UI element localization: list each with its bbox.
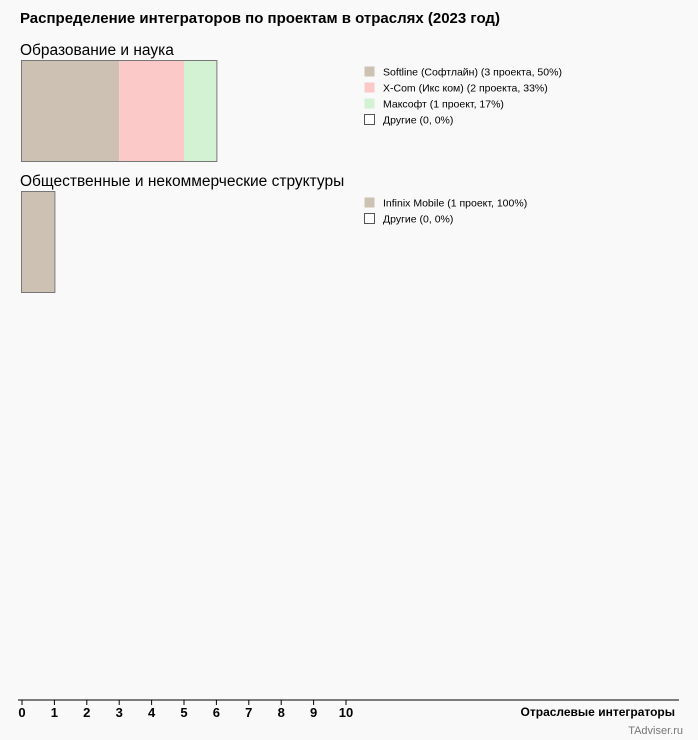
x-tick-label: 1: [50, 705, 59, 720]
legend-label: Softline (Софтлайн) (3 проекта, 50%): [383, 66, 562, 79]
legend-swatch: [365, 67, 375, 77]
x-tick-label: 4: [147, 705, 156, 720]
x-axis-title: Отраслевые интеграторы: [520, 705, 675, 719]
bar-segment[interactable]: [22, 192, 54, 292]
bar-segment[interactable]: [184, 61, 216, 161]
x-tick-label: 10: [338, 705, 354, 720]
legend-swatch: [365, 198, 375, 208]
chart-groups: [20, 42, 562, 293]
x-tick-label: 7: [245, 705, 253, 720]
bar-segment[interactable]: [22, 61, 119, 161]
chart-title: Распределение интеграторов по проектам в отраслях (2023 год): [20, 10, 500, 27]
x-tick-label: 8: [277, 705, 285, 720]
legend-swatch: [365, 115, 375, 125]
group-0: [20, 42, 562, 162]
group-title: Общественные и некоммерческие структуры: [20, 173, 345, 190]
x-tick-label: 0: [18, 705, 26, 720]
x-tick-label: 3: [115, 705, 123, 720]
legend-swatch: [365, 214, 375, 224]
group-1: [20, 173, 527, 293]
x-tick-label: 6: [212, 705, 221, 720]
group-title: Образование и наука: [20, 42, 174, 59]
legend-label: Другие (0, 0%): [383, 213, 454, 226]
x-tick-label: 2: [83, 705, 91, 720]
x-tick-label: 9: [309, 705, 318, 720]
legend-label: X-Com (Икс ком) (2 проекта, 33%): [383, 82, 548, 95]
credit-text: TAdviser.ru: [628, 725, 683, 737]
legend-label: Infinix Mobile (1 проект, 100%): [383, 197, 528, 210]
legend-swatch: [365, 83, 375, 93]
bar-segment[interactable]: [119, 61, 184, 161]
x-tick-label: 5: [180, 705, 188, 720]
legend-label: Максофт (1 проект, 17%): [383, 98, 504, 111]
legend-swatch: [365, 99, 375, 109]
legend-label: Другие (0, 0%): [383, 114, 454, 127]
